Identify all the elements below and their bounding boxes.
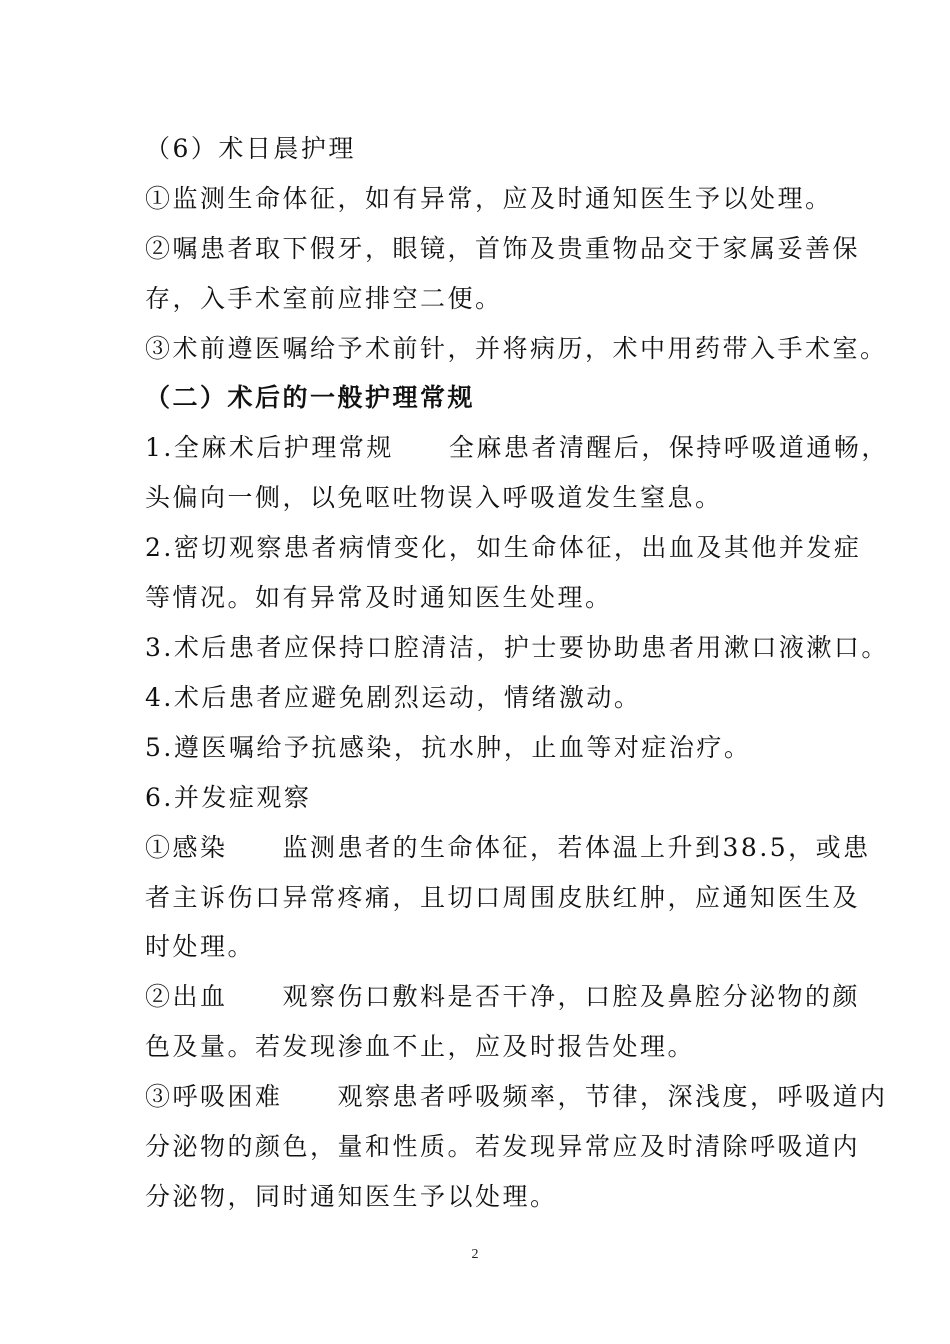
text-line: ①感染 监测患者的生命体征，若体温上升到38.5，或患: [145, 833, 871, 862]
text-line: ③呼吸困难 观察患者呼吸频率，节律，深浅度，呼吸道内: [145, 1082, 888, 1111]
text-line: 等情况。如有异常及时通知医生处理。: [145, 583, 613, 612]
text-line: 头偏向一侧，以免呕吐物误入呼吸道发生窒息。: [145, 483, 723, 512]
text-line: 3.术后患者应保持口腔清洁，护士要协助患者用漱口液漱口。: [145, 633, 889, 662]
text-line: 时处理。: [145, 932, 256, 961]
text-line: 6.并发症观察: [145, 783, 312, 812]
text-line: 4.术后患者应避免剧烈运动，情绪激动。: [145, 683, 642, 712]
text-line: 1.全麻术后护理常规 全麻患者清醒后，保持呼吸道通畅，: [145, 433, 889, 462]
text-line: 存，入手术室前应排空二便。: [145, 284, 503, 313]
page-number: 2: [471, 1247, 479, 1262]
text-line: ③术前遵医嘱给予术前针，并将病历，术中用药带入手术室。: [145, 334, 888, 363]
section-heading-morning-care: （6）术日晨护理: [145, 134, 356, 163]
section-heading-postop-care: （二）术后的一般护理常规: [145, 383, 476, 412]
text-line: 者主诉伤口异常疼痛，且切口周围皮肤红肿，应通知医生及: [145, 883, 861, 912]
text-line: ②嘱患者取下假牙，眼镜，首饰及贵重物品交于家属妥善保: [145, 234, 861, 263]
text-line: 色及量。若发现渗血不止，应及时报告处理。: [145, 1032, 696, 1061]
text-line: ①监测生命体征，如有异常，应及时通知医生予以处理。: [145, 184, 833, 213]
text-line: 分泌物，同时通知医生予以处理。: [145, 1182, 558, 1211]
text-line: ②出血 观察伤口敷料是否干净，口腔及鼻腔分泌物的颜: [145, 982, 861, 1011]
text-line: 分泌物的颜色，量和性质。若发现异常应及时清除呼吸道内: [145, 1132, 861, 1161]
text-line: 5.遵医嘱给予抗感染，抗水肿，止血等对症治疗。: [145, 733, 752, 762]
text-line: 2.密切观察患者病情变化，如生命体征，出血及其他并发症: [145, 533, 862, 562]
